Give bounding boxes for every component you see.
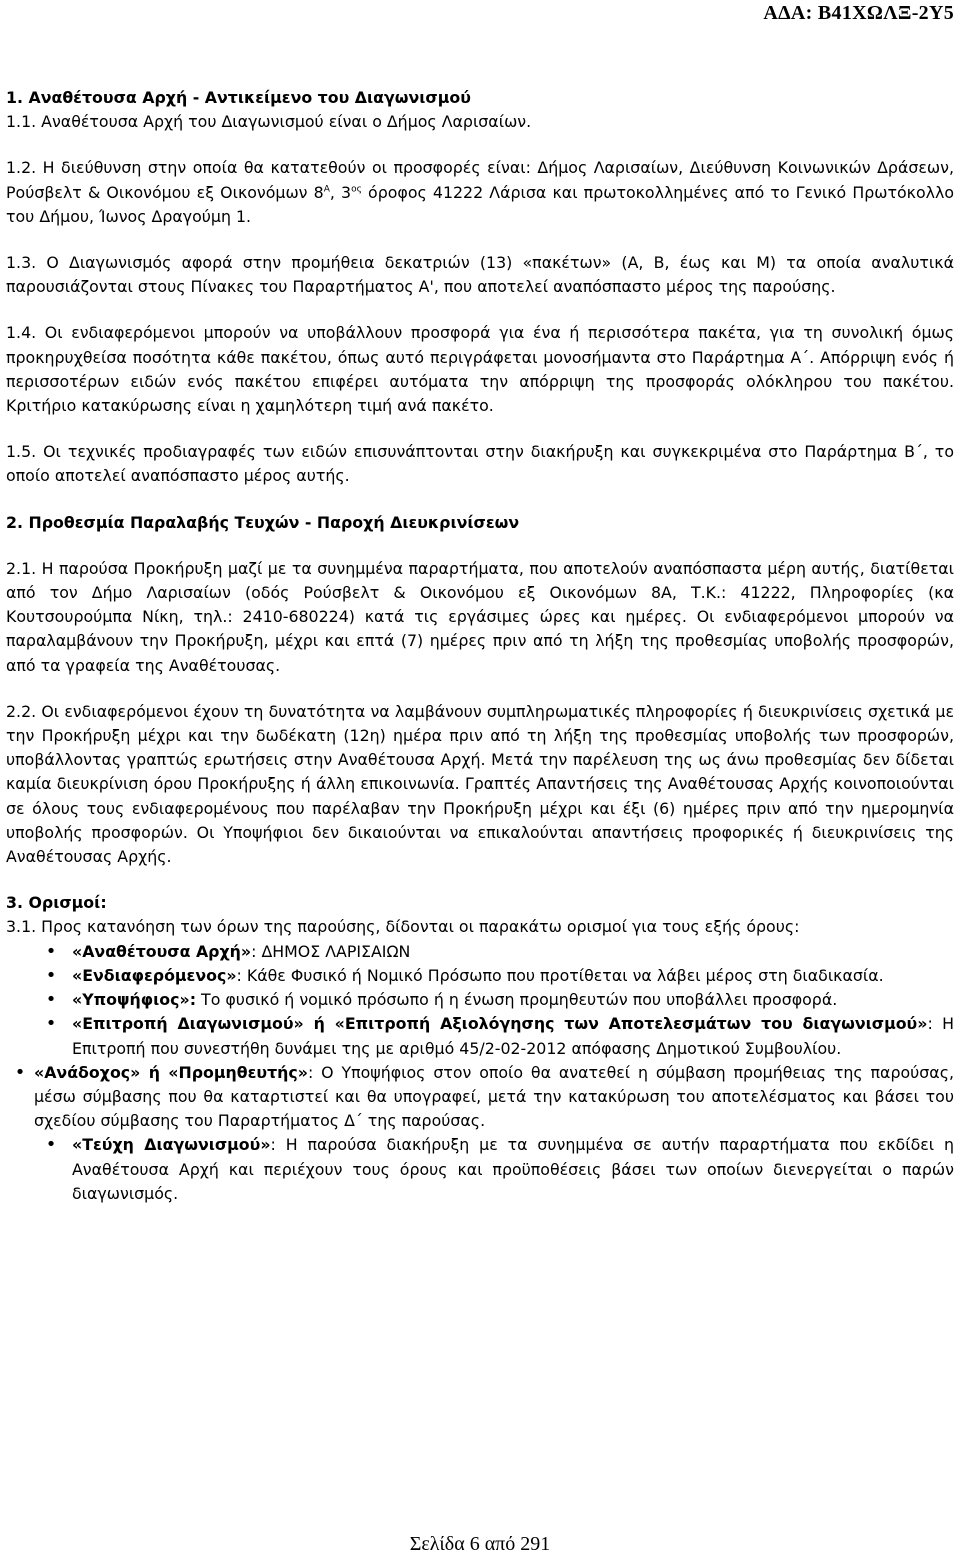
- section-1-heading: 1. Αναθέτουσα Αρχή - Αντικείμενο του Διαγωνισμού: [6, 88, 471, 107]
- page-number: Σελίδα 6 από 291: [409, 1533, 551, 1555]
- section-2-heading: 2. Προθεσμία Παραλαβής Τευχών - Παροχή Διευκρινίσεων: [6, 512, 520, 532]
- definition-item: [6, 964, 954, 988]
- definition-term: «Υποψήφιος»:: [72, 990, 197, 1010]
- definition-term: «Αναθέτουσα Αρχή»: [72, 941, 252, 961]
- section-3-heading: 3. Ορισμοί:: [6, 893, 107, 913]
- paragraph-1-2-part-b: , 3: [329, 182, 352, 202]
- definition-item: [6, 940, 954, 964]
- paragraph-1-4: 1.4. Οι ενδιαφερόμενοι μπορούν να υποβάλλουν προσφορά για ένα ή περισσότερα πακέτα, για τη συνολική όμως προκηρυχθείσα ποσότητα κάθε πακέτου, όπως αυτό περιγράφεται μονοσήμαντα στο Παράρτημα Α΄. Απόρριψη ενός ή περισσοτέρων ειδών ενός πακέτου επιφέρει αυτόματα την απόρριψη της προσφοράς ολόκληρου του πακέτου. Κριτήριο κατακύρωσης είναι η χαμηλότερη τιμή ανά πακέτο.: [6, 323, 954, 416]
- paragraph-1-2-part-a: 1.2. Η διεύθυνση στην οποία θα κατατεθούν οι προσφορές είναι: Δήμος Λαρισαίων, Διεύθυνση Κοινωνικών Δράσεων, Ρούσβελτ & Οικονόμου εξ Οικονόμων 8: [6, 158, 954, 202]
- paragraph-3-1: 3.1. Προς κατανόηση των όρων της παρούσης, δίδονται οι παρακάτω ορισμοί για τους εξής όρους:: [6, 917, 800, 937]
- paragraph-1-1: 1.1. Αναθέτουσα Αρχή του Διαγωνισμού είναι ο Δήμος Λαρισαίων.: [6, 112, 532, 132]
- document-page: [6, 86, 954, 1206]
- bullet-icon: •: [14, 1061, 26, 1083]
- superscript-a: Α: [323, 184, 330, 195]
- bullet-icon: •: [45, 940, 57, 962]
- bullet-icon: •: [45, 964, 57, 986]
- definition-text: : Η παρούσα διακήρυξη με τα συνημμένα σε αυτήν παραρτήματα που εκδίδει η Αναθέτουσα Αρχή και περιέχουν τους όρους και προϋποθέσεις βάσει των οποίων διενεργείται ο παρών διαγωνισμός.: [72, 1135, 955, 1203]
- definition-item: [6, 988, 954, 1012]
- bullet-icon: •: [45, 989, 57, 1011]
- definition-term: «Ανάδοχος» ή «Προμηθευτής»: [34, 1062, 308, 1082]
- definition-item: [6, 1061, 954, 1134]
- bullet-icon: •: [45, 1013, 57, 1035]
- paragraph-2-1: 2.1. Η παρούσα Προκήρυξη μαζί με τα συνημμένα παραρτήματα, που αποτελούν αναπόσπαστα μέρη αυτής, διατίθεται από τον Δήμο Λαρισαίων (οδός Ρούσβελτ & Οικονόμου εξ Οικονόμων 8Α, Τ.Κ.: 41222, Πληροφορίες (κα Κουτσουρούμπα Νίκη, τηλ.: 2410-680224) κατά τις εργάσιμες ώρες και ημέρες. Οι ενδιαφερόμενοι μπορούν να παραλαμβάνουν την Προκήρυξη, μέχρι και επτά (7) ημέρες πριν από τη λήξη της προθεσμίας υποβολής προσφορών, από τα γραφεία της Αναθέτουσας.: [6, 558, 954, 675]
- definition-item: [6, 1012, 954, 1060]
- paragraph-1-2-part-c: όροφος 41222 Λάρισα και πρωτοκολλημένες από το Γενικό Πρωτόκολλο του Δήμου, Ίωνος Δραγούμη 1.: [6, 182, 954, 226]
- bullet-icon: •: [45, 1134, 57, 1156]
- definition-text: : Κάθε Φυσικό ή Νομικό Πρόσωπο που προτίθεται να λάβει μέρος στη διαδικασία.: [236, 965, 884, 985]
- definition-text: : Ο Υποψήφιος στον οποίο θα ανατεθεί η σύμβαση προμήθειας της παρούσας, μέσω σύμβασης που θα καταρτιστεί και θα υπογραφεί, μετά την κατακύρωση του αποτελέσματος και βάσει του σχεδίου σύμβασης του Παραρτήματος Δ΄ της παρούσας.: [34, 1062, 954, 1131]
- definition-term: «Τεύχη Διαγωνισμού»: [72, 1135, 271, 1155]
- superscript-os: ος: [351, 184, 362, 195]
- definition-item: [6, 1133, 954, 1206]
- definition-text: : Η Επιτροπή που συνεστήθη δυνάμει της με αριθμό 45/2-02-2012 απόφασης Δημοτικού Συμβουλίου.: [72, 1014, 954, 1058]
- definition-text: Το φυσικό ή νομικό πρόσωπο ή η ένωση προμηθευτών που υποβάλλει προσφορά.: [196, 990, 838, 1010]
- paragraph-2-2: 2.2. Οι ενδιαφερόμενοι έχουν τη δυνατότητα να λαμβάνουν συμπληρωματικές πληροφορίες ή διευκρινίσεις σχετικά με την Προκήρυξη μέχρι και την δωδέκατη (12η) ημέρα πριν από τη λήξη της προθεσμίας υποβολής των προσφορών, υποβάλλοντας γραπτώς ερωτήσεις στην Αναθέτουσα Αρχή. Μετά την παρέλευση της ως άνω προθεσμίας δεν δίδεται καμία διευκρίνιση όρου Προκήρυξης ή άλλη επικοινωνία. Γραπτές Απαντήσεις της Αναθέτουσας Αρχής κοινοποιούνται σε όλους τους ενδιαφερομένους που παρέλαβαν την Προκήρυξη μέχρι και έξι (6) ημέρες πριν από την ημερομηνία υποβολής προσφορών. Οι Υποψήφιοι δεν δικαιούνται να επικαλούνται απαντήσεις προφορικές ή διευκρινίσεις της Αναθέτουσας Αρχής.: [6, 701, 954, 867]
- paragraph-1-3: 1.3. Ο Διαγωνισμός αφορά στην προμήθεια δεκατριών (13) «πακέτων» (Α, Β, έως και Μ) τα οποία αναλυτικά παρουσιάζονται στους Πίνακες του Παραρτήματος Α', που αποτελεί αναπόσπαστο μέρος της παρούσης.: [6, 253, 954, 297]
- paragraph-1-5: 1.5. Οι τεχνικές προδιαγραφές των ειδών επισυνάπτονται στην διακήρυξη και συγκεκριμένα στο Παράρτημα Β΄, το οποίο αποτελεί αναπόσπαστο μέρος αυτής.: [6, 442, 954, 486]
- definition-text: : ΔΗΜΟΣ ΛΑΡΙΣΑΙΩΝ: [251, 941, 411, 961]
- definition-term: «Ενδιαφερόμενος»: [72, 965, 237, 985]
- ada-code: ΑΔΑ: Β41ΧΩΛΞ-2Υ5: [763, 2, 954, 24]
- definition-term: «Επιτροπή Διαγωνισμού» ή «Επιτροπή Αξιολόγησης των Αποτελεσμάτων του διαγωνισμού»: [72, 1014, 928, 1034]
- paragraph-1-2: [6, 156, 954, 229]
